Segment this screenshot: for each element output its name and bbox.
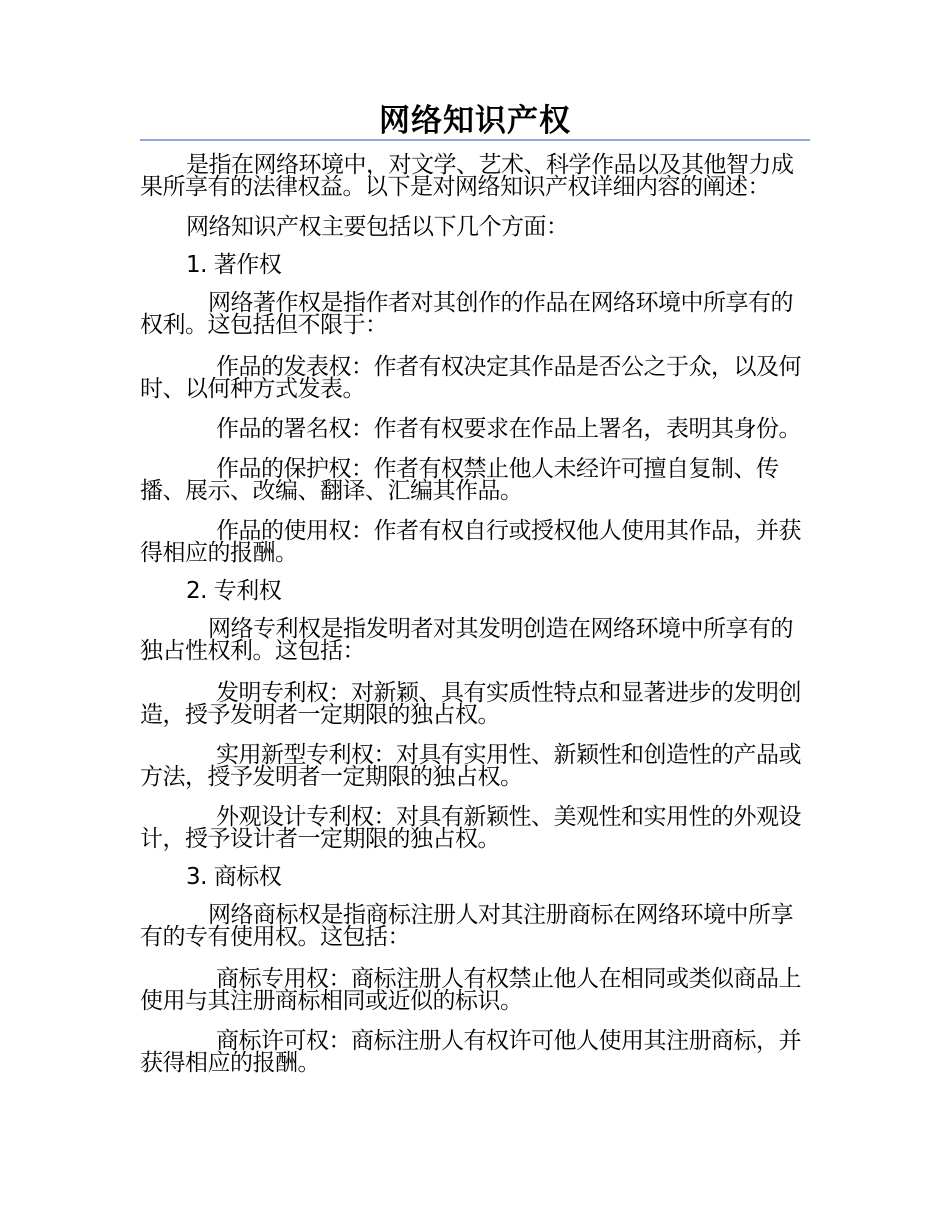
list-item: 作品的保护权：作者有权禁止他人未经许可擅自复制、传播、展示、改编、翻译、汇编其作品。 <box>140 456 779 504</box>
list-item: 作品的使用权：作者有权自行或授权他人使用其作品，并获得相应的报酬。 <box>140 518 801 566</box>
list-item: 商标专用权：商标注册人有权禁止他人在相同或类似商品上使用与其注册商标相同或近似的标识。 <box>140 966 801 1014</box>
list-item: 作品的署名权：作者有权要求在作品上署名，表明其身份。 <box>216 416 801 442</box>
list-item: 商标许可权：商标注册人有权许可他人使用其注册商标，并获得相应的报酬。 <box>140 1028 801 1076</box>
section-description: 网络专利权是指发明者对其发明创造在网络环境中所享有的独占性权利。这包括： <box>140 616 793 664</box>
document-title: 网络知识产权 <box>379 103 571 139</box>
list-item: 作品的发表权：作者有权决定其作品是否公之于众，以及何时、以何种方式发表。 <box>140 354 801 402</box>
list-item: 实用新型专利权：对具有实用性、新颖性和创造性的产品或方法，授予发明者一定期限的独占权。 <box>140 742 801 790</box>
section-heading: 1. 著作权 <box>186 252 282 278</box>
document-body <box>140 154 812 1092</box>
list-item: 发明专利权：对新颖、具有实质性特点和显著进步的发明创造，授予发明者一定期限的独占权。 <box>140 680 801 728</box>
section-description: 网络商标权是指商标注册人对其注册商标在网络环境中所享有的专有使用权。这包括： <box>140 902 793 950</box>
intro-paragraph: 是指在网络环境中，对文学、艺术、科学作品以及其他智力成果所享有的法律权益。以下是对网络知识产权详细内容的阐述： <box>140 152 794 200</box>
title-underline <box>140 139 810 141</box>
section-heading: 2. 专利权 <box>186 578 282 604</box>
overview-paragraph: 网络知识产权主要包括以下几个方面： <box>186 214 569 240</box>
section-description: 网络著作权是指作者对其创作的作品在网络环境中所享有的权利。这包括但不限于： <box>140 290 793 338</box>
section-heading: 3. 商标权 <box>186 864 282 890</box>
list-item: 外观设计专利权：对具有新颖性、美观性和实用性的外观设计，授予设计者一定期限的独占权。 <box>140 804 801 852</box>
